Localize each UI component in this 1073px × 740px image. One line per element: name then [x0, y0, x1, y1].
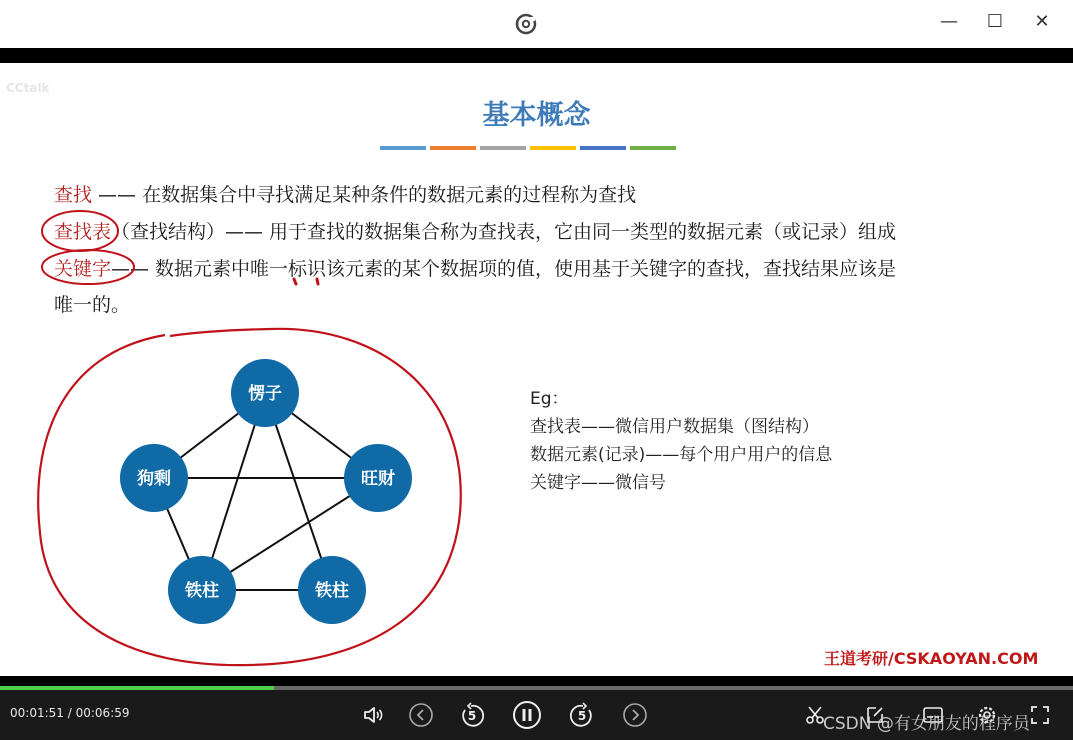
- platform-watermark: CCtalk: [6, 81, 50, 95]
- time-separator: /: [67, 706, 72, 720]
- minimize-button[interactable]: —: [940, 10, 958, 32]
- player-controls: [0, 690, 1073, 740]
- time-display: [10, 706, 130, 720]
- video-top-border: [0, 48, 1073, 63]
- forward-5-icon: [569, 702, 595, 728]
- prev-icon: [408, 702, 434, 728]
- graph-diagram: [0, 63, 1073, 676]
- next-icon: [622, 702, 648, 728]
- definition-text: 唯一的。: [54, 294, 131, 316]
- graph-node-label: 旺财: [361, 469, 395, 489]
- term-search: 查找: [54, 184, 93, 206]
- svg-text:5: 5: [467, 709, 477, 723]
- volume-icon: [361, 703, 385, 727]
- graph-node-label: 铁柱: [315, 581, 349, 601]
- prev-button[interactable]: [406, 700, 436, 730]
- cctalk-logo-icon: [514, 12, 538, 36]
- fullscreen-icon: [1029, 704, 1051, 726]
- slide-title: 基本概念: [482, 100, 591, 131]
- graph-nodes: [120, 359, 412, 624]
- example-block: [530, 385, 832, 497]
- annotation-circle-key: [42, 250, 134, 284]
- brand-watermark: 王道考研/CSKAOYAN.COM: [824, 649, 1039, 668]
- example-line: 查找表——微信用户数据集（图结构）: [530, 417, 819, 437]
- slide-frame: [0, 63, 1073, 676]
- graph-node-label: 狗剩: [137, 469, 171, 489]
- rewind-5-button[interactable]: [457, 700, 487, 730]
- annotation-circle-search-table: [42, 211, 118, 251]
- volume-button[interactable]: [358, 700, 388, 730]
- handwritten-annotations: [38, 211, 461, 665]
- svg-text:5: 5: [577, 709, 587, 723]
- term-key: 关键字: [54, 258, 112, 280]
- pause-icon: [512, 700, 542, 730]
- csdn-watermark: CSDN @有女朋友的程序员: [823, 714, 1030, 734]
- current-time: 00:01:51: [10, 706, 64, 720]
- total-time: 00:06:59: [75, 706, 130, 720]
- video-bottom-border: [0, 676, 1073, 686]
- pause-button[interactable]: [512, 700, 542, 730]
- graph-node-label: 铁柱: [185, 581, 219, 601]
- rewind-5-icon: [459, 702, 485, 728]
- next-button[interactable]: [620, 700, 650, 730]
- definition-text: —— 数据元素中唯一标识该元素的某个数据项的值，使用基于关键字的查找，查找结果应该是: [111, 258, 897, 280]
- example-line: 关键字——微信号: [530, 473, 666, 493]
- example-heading: Eg：: [530, 389, 569, 409]
- definition-text: （查找结构）—— 用于查找的数据集合称为查找表，它由同一类型的数据元素（或记录）组成: [111, 221, 897, 243]
- definition-text: —— 在数据集合中寻找满足某种条件的数据元素的过程称为查找: [92, 184, 637, 206]
- close-button[interactable]: ✕: [1034, 10, 1050, 32]
- term-search-table: 查找表: [54, 221, 112, 243]
- example-line: 数据元素(记录)——每个用户用户的信息: [530, 445, 833, 465]
- window-titlebar: [0, 0, 1073, 48]
- forward-5-button[interactable]: [567, 700, 597, 730]
- annotation-dots: [294, 279, 318, 284]
- maximize-button[interactable]: ☐: [986, 10, 1004, 32]
- graph-node-label: 愣子: [248, 384, 282, 404]
